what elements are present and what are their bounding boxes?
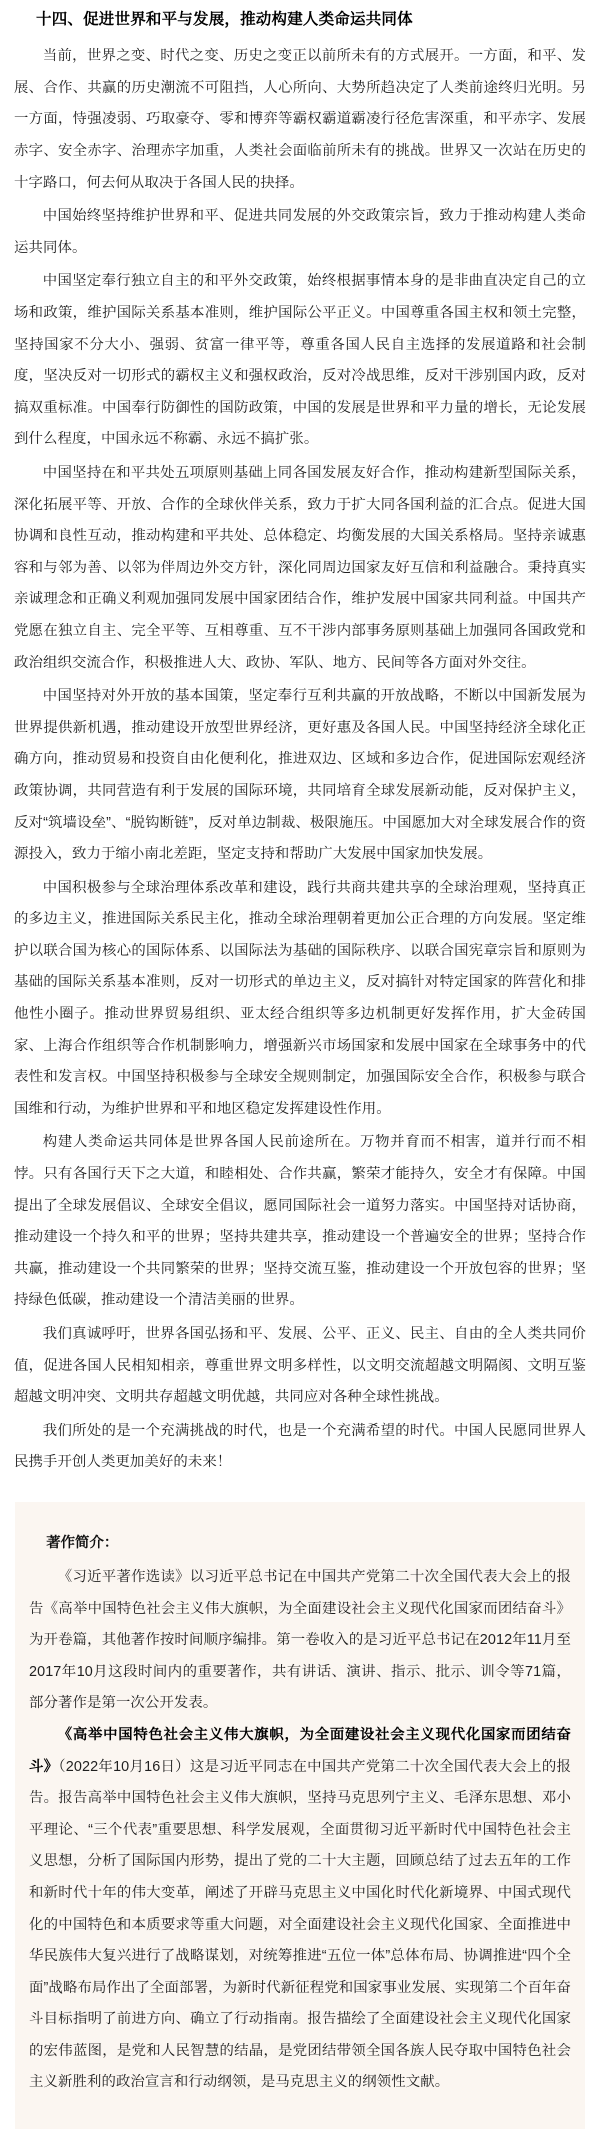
paragraph: 我们所处的是一个充满挑战的时代，也是一个充满希望的时代。中国人民愿同世界人民携手开创人类更加美好的未来！ xyxy=(14,1422,586,1471)
page-title: 十四、促进世界和平与发展，推动构建人类命运共同体 xyxy=(36,11,413,28)
paragraph: 中国积极参与全球治理体系改革和建设，践行共商共建共享的全球治理观，坚持真正的多边主义，推进国际关系民主化，推动全球治理朝着更加公正合理的方向发展。坚定维护以联合国为核心的国际体系、以国际法为基础的国际秩序、以联合国宪章宗旨和原则为基础的国际关系基本准则，反对一切形式的单边主义，反对搞针对特定国家的阵营化和排他性小圈子。推动世界贸易组织、亚太经合组织等多边机制更好发挥作用，扩大金砖国家、上海合作组织等合作机制影响力，增强新兴市场国家和发展中国家在全球事务中的代表性和发言权。中国坚持积极参与全球安全规则制定，加强国际安全合作，积极参与联合国维和行动，为维护世界和平和地区稳定发挥建设性作用。 xyxy=(14,879,586,1117)
document-body xyxy=(0,41,600,1479)
work-title-bold: 《高举中国特色社会主义伟大旗帜，为全面建设社会主义现代化国家而团结奋斗》 xyxy=(29,1726,571,1775)
paragraph: 中国坚持对外开放的基本国策，坚定奉行互利共赢的开放战略，不断以中国新发展为世界提供新机遇，推动建设开放型世界经济，更好惠及各国人民。中国坚持经济全球化正确方向，推动贸易和投资自由化便利化，推进双边、区域和多边合作，促进国际宏观经济政策协调，共同营造有利于发展的国际环境，共同培育全球发展新动能，反对保护主义，反对“筑墙设垒”、“脱钩断链”，反对单边制裁、极限施压。中国愿加大对全球发展合作的资源投入，致力于缩小南北差距，坚定支持和帮助广大发展中国家加快发展。 xyxy=(14,688,586,863)
paragraph: 构建人类命运共同体是世界各国人民前途所在。万物并育而不相害，道并行而不相悖。只有各国行天下之大道，和睦相处、合作共赢，繁荣才能持久，安全才有保障。中国提出了全球发展倡议、全球安全倡议，愿同国际社会一道努力落实。中国坚持对话协商，推动建设一个持久和平的世界；坚持共建共享，推动建设一个普遍安全的世界；坚持合作共赢，推动建设一个共同繁荣的世界；坚持交流互鉴，推动建设一个开放包容的世界；坚持绿色低碳，推动建设一个清洁美丽的世界。 xyxy=(14,1134,586,1309)
paragraph: 我们真诚呼吁，世界各国弘扬和平、发展、公平、正义、民主、自由的全人类共同价值，促进各国人民相知相亲，尊重世界文明多样性，以文明交流超越文明隔阂、文明互鉴超越文明冲突、文明共存超越文明优越，共同应对各种全球性挑战。 xyxy=(14,1326,586,1406)
paragraph: 当前，世界之变、时代之变、历史之变正以前所未有的方式展开。一方面，和平、发展、合作、共赢的历史潮流不可阻挡，人心所向、大势所趋决定了人类前途终归光明。另一方面，恃强凌弱、巧取豪夺、零和博弈等霸权霸道霸凌行径危害深重，和平赤字、发展赤字、安全赤字、治理赤字加重，人类社会面临前所未有的挑战。世界又一次站在历史的十字路口，何去何从取决于各国人民的抉择。 xyxy=(14,48,586,191)
note-paragraph-with-title xyxy=(29,1720,571,2099)
note-paragraph: 《习近平著作选读》以习近平总书记在中国共产党第二十次全国代表大会上的报告《高举中国特色社会主义伟大旗帜，为全面建设社会主义现代化国家而团结奋斗》为开卷篇，其他著作按时间顺序编排。第一卷收入的是习近平总书记在2012年11月至2017年10月这段时间内的重要著作，共有讲话、演讲、指示、批示、训令等71篇，部分著作是第一次公开发表。 xyxy=(29,1568,571,1712)
paragraph: 中国坚持在和平共处五项原则基础上同各国发展友好合作，推动构建新型国际关系，深化拓展平等、开放、合作的全球伙伴关系，致力于扩大同各国利益的汇合点。促进大国协调和良性互动，推动构建和平共处、总体稳定、均衡发展的大国关系格局。坚持亲诚惠容和与邻为善、以邻为伴周边外交方针，深化同周边国家友好互信和利益融合。秉持真实亲诚理念和正确义利观加强同发展中国家团结合作，维护发展中国家共同利益。中国共产党愿在独立自主、完全平等、互相尊重、互不干涉内部事务原则基础上加强同各国政党和政治组织交流合作，积极推进人大、政协、军队、地方、民间等各方面对外交往。 xyxy=(14,464,586,671)
paragraph: 中国坚定奉行独立自主的和平外交政策，始终根据事情本身的是非曲直决定自己的立场和政策，维护国际关系基本准则，维护国际公平正义。中国尊重各国主权和领土完整，坚持国家不分大小、强弱、贫富一律平等，尊重各国人民自主选择的发展道路和社会制度，坚决反对一切形式的霸权主义和强权政治，反对冷战思维，反对干涉别国内政，反对搞双重标准。中国奉行防御性的国防政策，中国的发展是世界和平力量的增长，无论发展到什么程度，中国永远不称霸、永远不搞扩张。 xyxy=(14,273,586,448)
note-heading: 著作简介： xyxy=(46,1534,119,1551)
work-introduction-box xyxy=(15,1502,585,2129)
paragraph: 中国始终坚持维护世界和平、促进共同发展的外交政策宗旨，致力于推动构建人类命运共同体。 xyxy=(14,208,586,256)
work-description: （2022年10月16日）这是习近平同志在中国共产党第二十次全国代表大会上的报告。报告高举中国特色社会主义伟大旗帜，坚持马克思列宁主义、毛泽东思想、邓小平理论、“三个代表”重要思想、科学发展观，全面贯彻习近平新时代中国特色社会主义思想，分析了国际国内形势，提出了党的二十大主题，回顾总结了过去五年的工作和新时代十年的伟大变革，阐述了开辟马克思主义中国化时代化新境界、中国式现代化的中国特色和本质要求等重大问题，对全面建设社会主义现代化国家、全面推进中华民族伟大复兴进行了战略谋划，对统筹推进“五位一体”总体布局、协调推进“四个全面”战略布局作出了全面部署，为新时代新征程党和国家事业发展、实现第二个百年奋斗目标指明了前进方向、确立了行动指南。报告描绘了全面建设社会主义现代化国家的宏伟蓝图，是党和人民智慧的结晶，是党团结带领全国各族人民夺取中国特色社会主义新胜利的政治宣言和行动纲领，是马克思主义的纲领性文献。 xyxy=(29,1758,572,2091)
